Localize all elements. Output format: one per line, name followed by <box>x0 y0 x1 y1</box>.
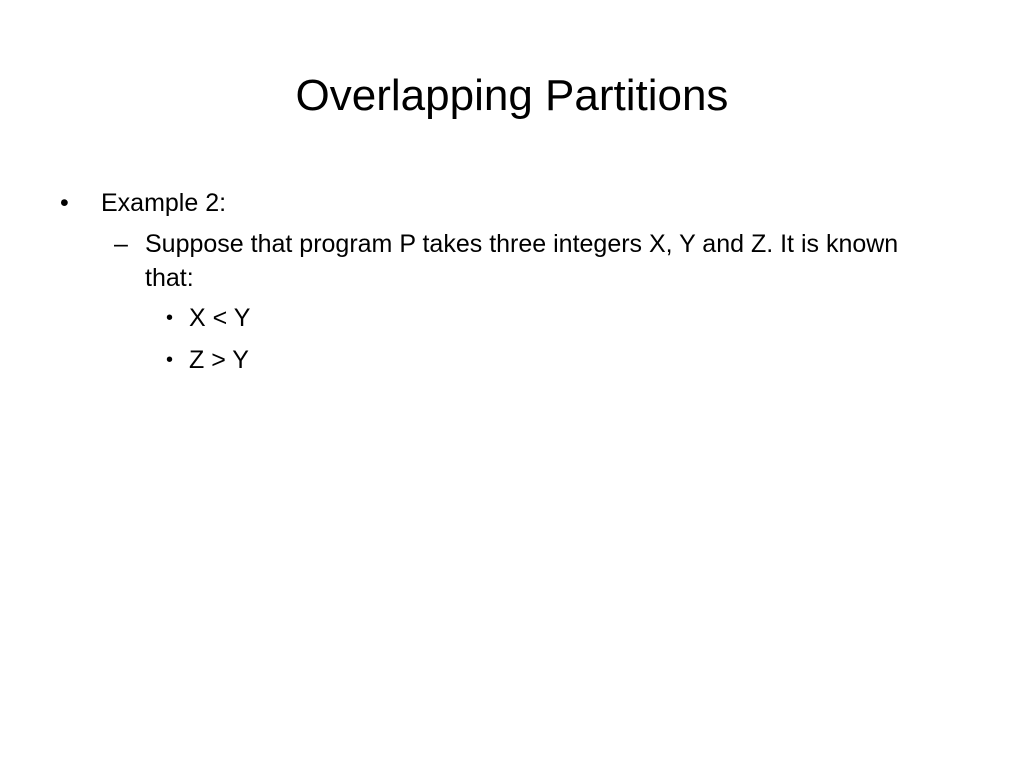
bullet-text-example: Example 2: <box>101 189 227 217</box>
dash-marker-level2: – <box>114 230 128 258</box>
bullet-marker-level3: • <box>166 349 174 371</box>
sub-bullet-text: Suppose that program P takes three integers X, Y and Z. It is known that: <box>145 230 899 292</box>
bullet-marker-level3: • <box>166 307 174 329</box>
slide-title: Overlapping Partitions <box>295 71 729 120</box>
bullet-marker-level1: • <box>60 189 69 217</box>
condition-x-less-y: X < Y <box>189 304 251 332</box>
condition-z-greater-y: Z > Y <box>189 346 249 374</box>
